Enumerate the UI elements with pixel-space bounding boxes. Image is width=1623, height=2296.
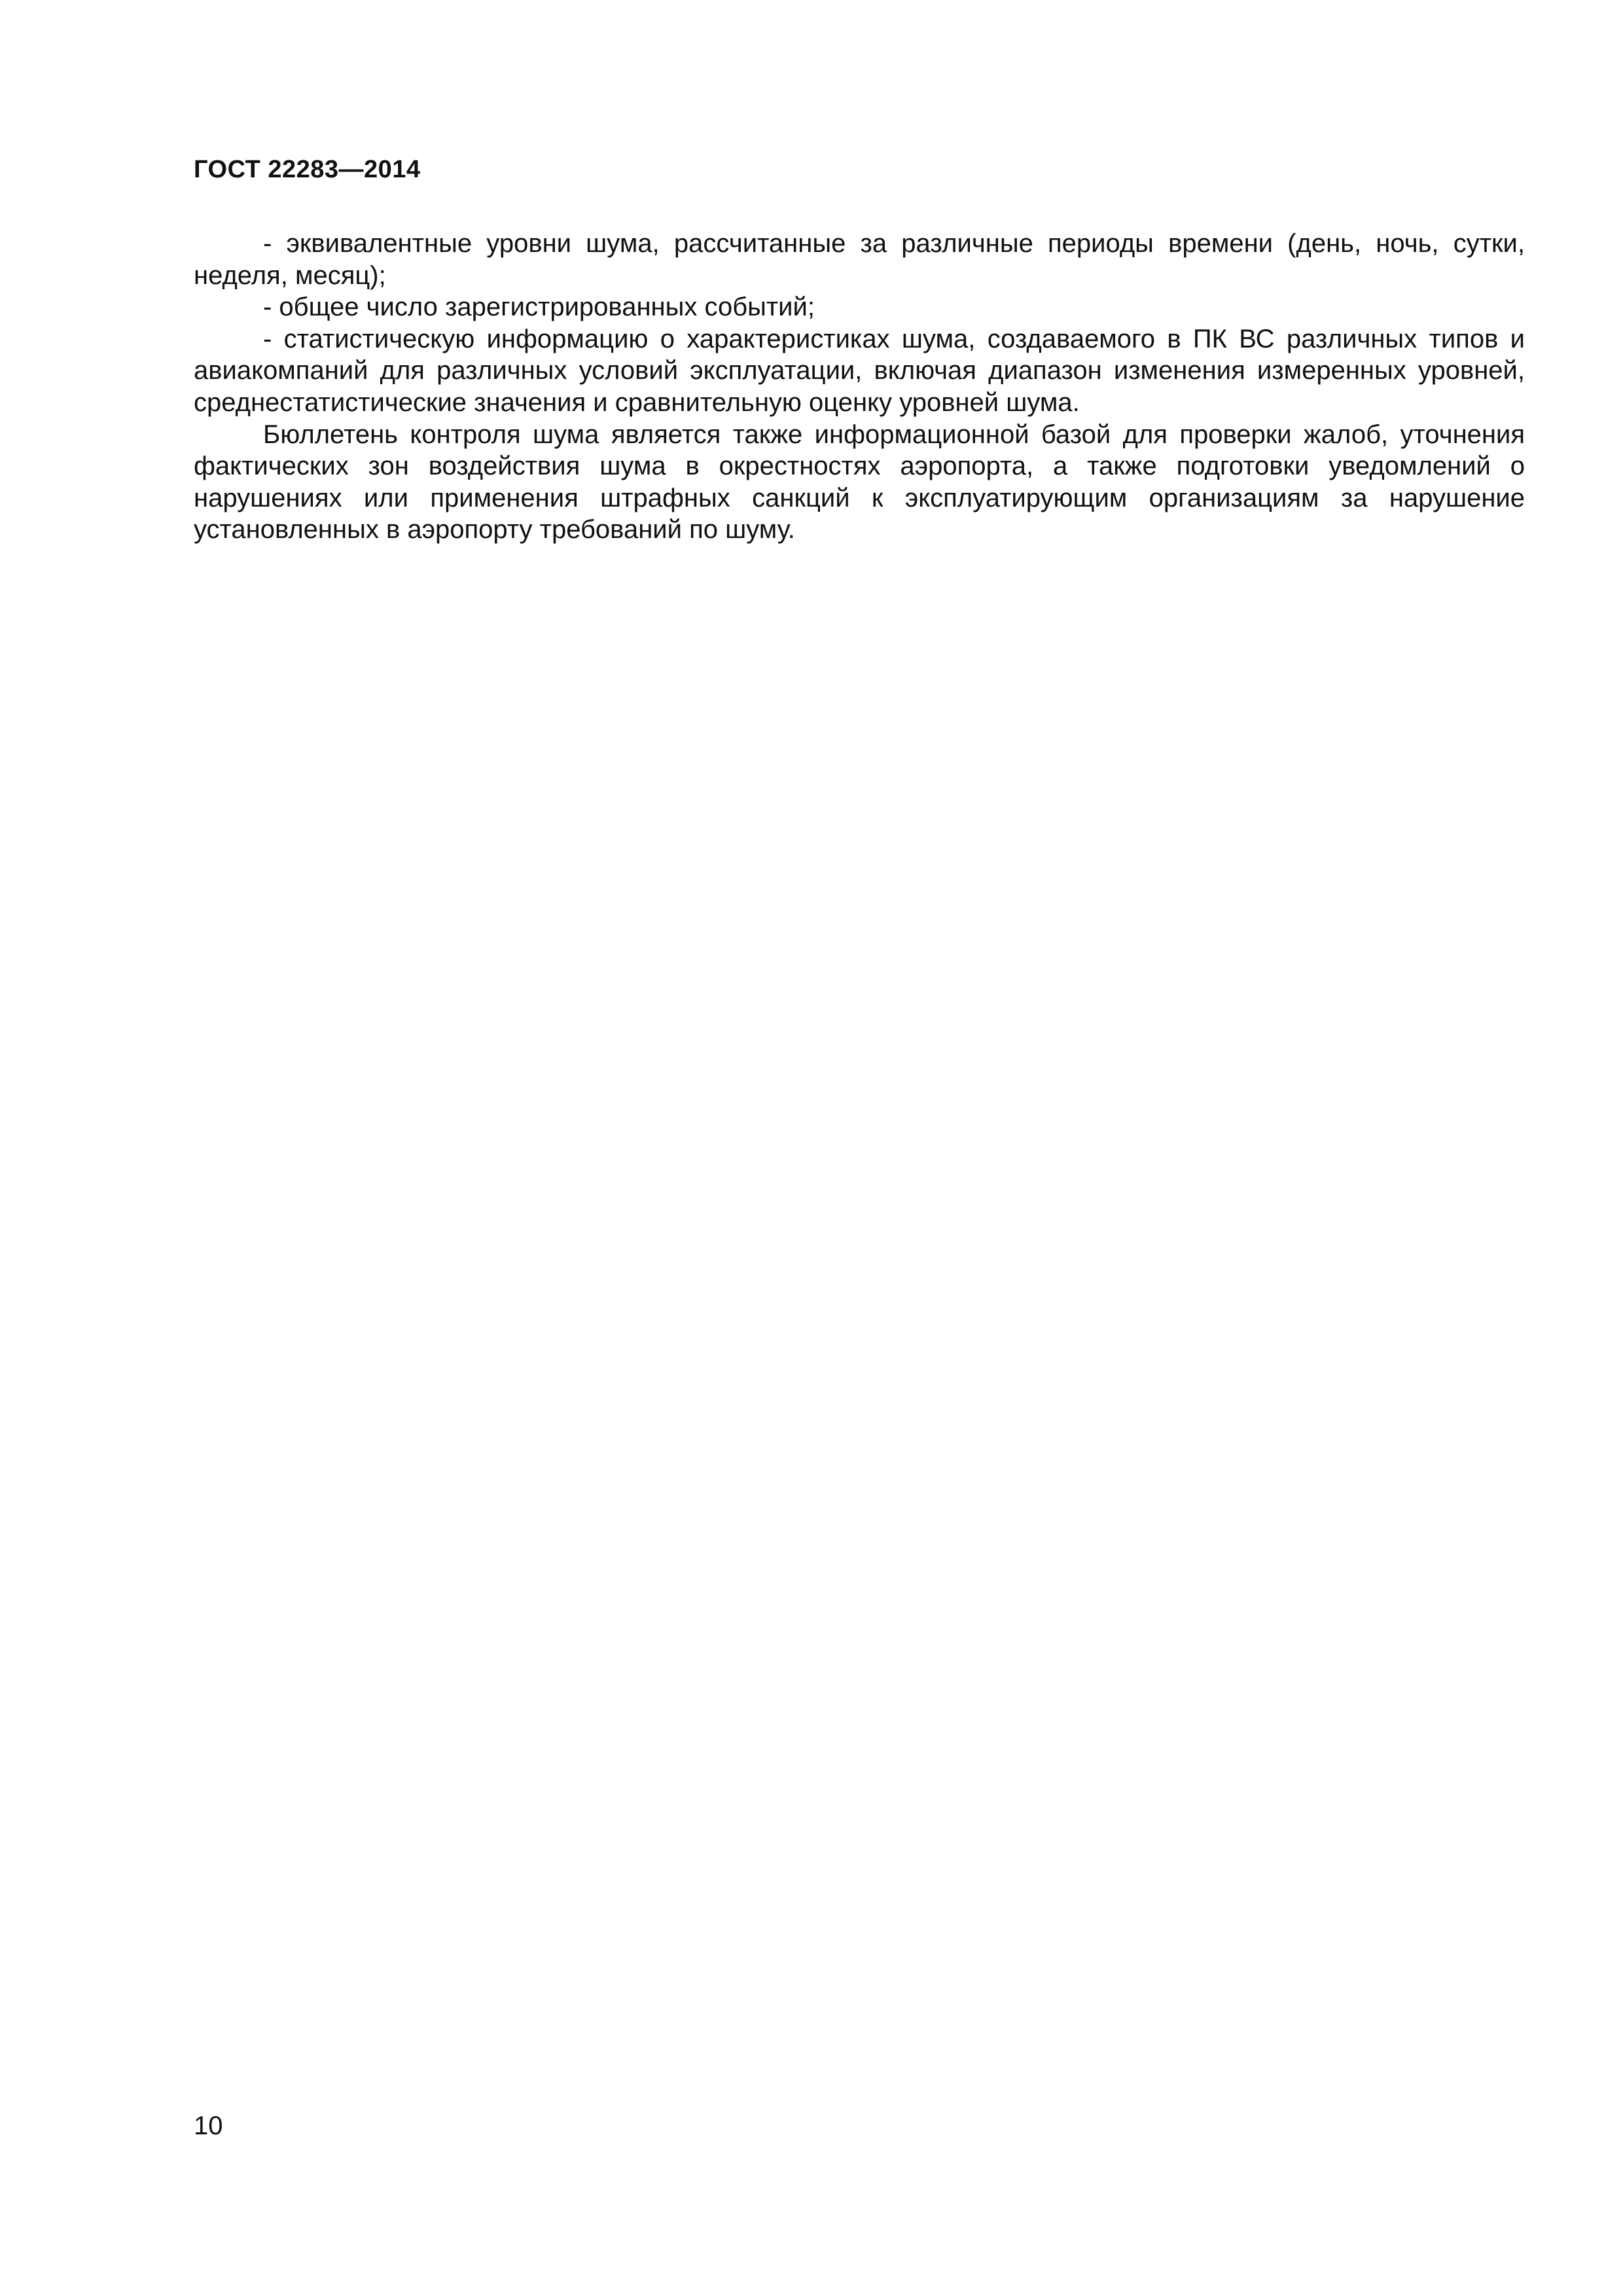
page-number: 10 (194, 2111, 223, 2140)
paragraph-event-count: - общее число зарегистрированных событий; (263, 293, 815, 322)
paragraph-bulletin: Бюллетень контроля шума является также информационной базой для проверки жалоб, уточнения фактических зон воздействия шума в окрестностях аэропорта, а также подготовки уведомлений о нарушениях или применения штрафных санкций к эксплуатирующим организациям за нарушение установленных в аэропорту требований по шуму. (194, 420, 1525, 545)
body-text (194, 228, 1525, 546)
document-title: ГОСТ 22283—2014 (194, 156, 421, 183)
paragraph-statistical-info: - статистическую информацию о характеристиках шума, создаваемого в ПК ВС различных типов и авиакомпаний для различных условий эксплуатации, включая диапазон изменения измеренных уровней, среднестатистические значения и сравнительную оценку уровней шума. (194, 324, 1525, 417)
paragraph-equivalent-noise-levels: - эквивалентные уровни шума, рассчитанные за различные периоды времени (день, ночь, сутки, неделя, месяц); (194, 229, 1525, 290)
